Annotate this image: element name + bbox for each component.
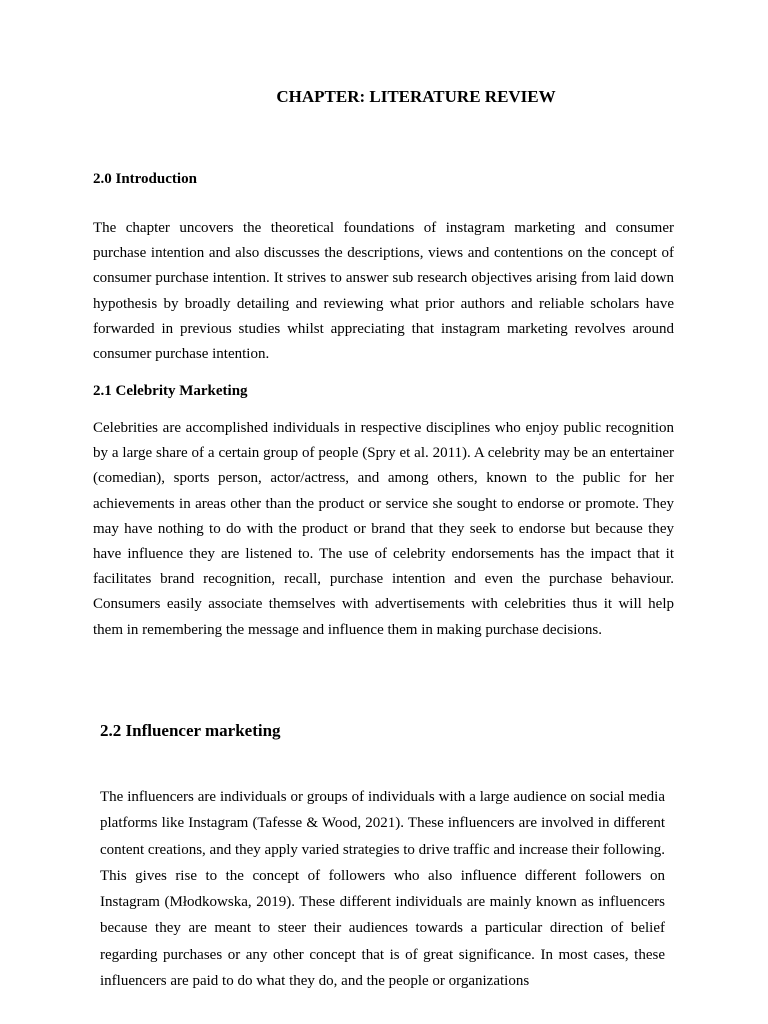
section-body-celebrity-marketing: Celebrities are accomplished individuals in respective disciplines who enjoy public recognition by a large share of a certain group of people (Spry et al. 2011). A celebrity may be an entertainer (comedian), sports person, actor/actress, and among others, known to the public for her achievements in areas other than the product or service she sought to endorse or promote. They may have nothing to do with the product or brand that they seek to endorse but because they have influence they are listened to. The use of celebrity endorsements has the impact that it facilitates brand recognition, recall, purchase intention and even the purchase behaviour. Consumers easily associate themselves with advertisements with celebrities thus it will help them in remembering the message and influence them in making purchase decisions.: [93, 420, 674, 638]
chapter-title: CHAPTER: LITERATURE REVIEW: [276, 87, 556, 106]
section-heading-influencer-marketing: 2.2 Influencer marketing: [100, 721, 281, 740]
section-heading-celebrity-marketing: 2.1 Celebrity Marketing: [93, 383, 248, 399]
section-heading-introduction: 2.0 Introduction: [93, 171, 197, 187]
section-body-influencer-marketing: The influencers are individuals or groups of individuals with a large audience on social media platforms like Instagram (Tafesse & Wood, 2021). These influencers are involved in different content creations, and they apply varied strategies to drive traffic and increase their following. This gives rise to the concept of followers who also influence different followers on Instagram (Młodkowska, 2019). These different individuals are mainly known as influencers because they are meant to steer their audiences towards a particular direction of belief regarding purchases or any other concept that is of great significance. In most cases, these influencers are paid to do what they do, and the people or organizations: [100, 789, 665, 990]
section-body-introduction: The chapter uncovers the theoretical foundations of instagram marketing and consumer purchase intention and also discusses the descriptions, views and contentions on the concept of consumer purchase intention. It strives to answer sub research objectives arising from laid down hypothesis by broadly detailing and reviewing what prior authors and reliable scholars have forwarded in previous studies whilst appreciating that instagram marketing revolves around consumer purchase intention.: [93, 220, 674, 363]
